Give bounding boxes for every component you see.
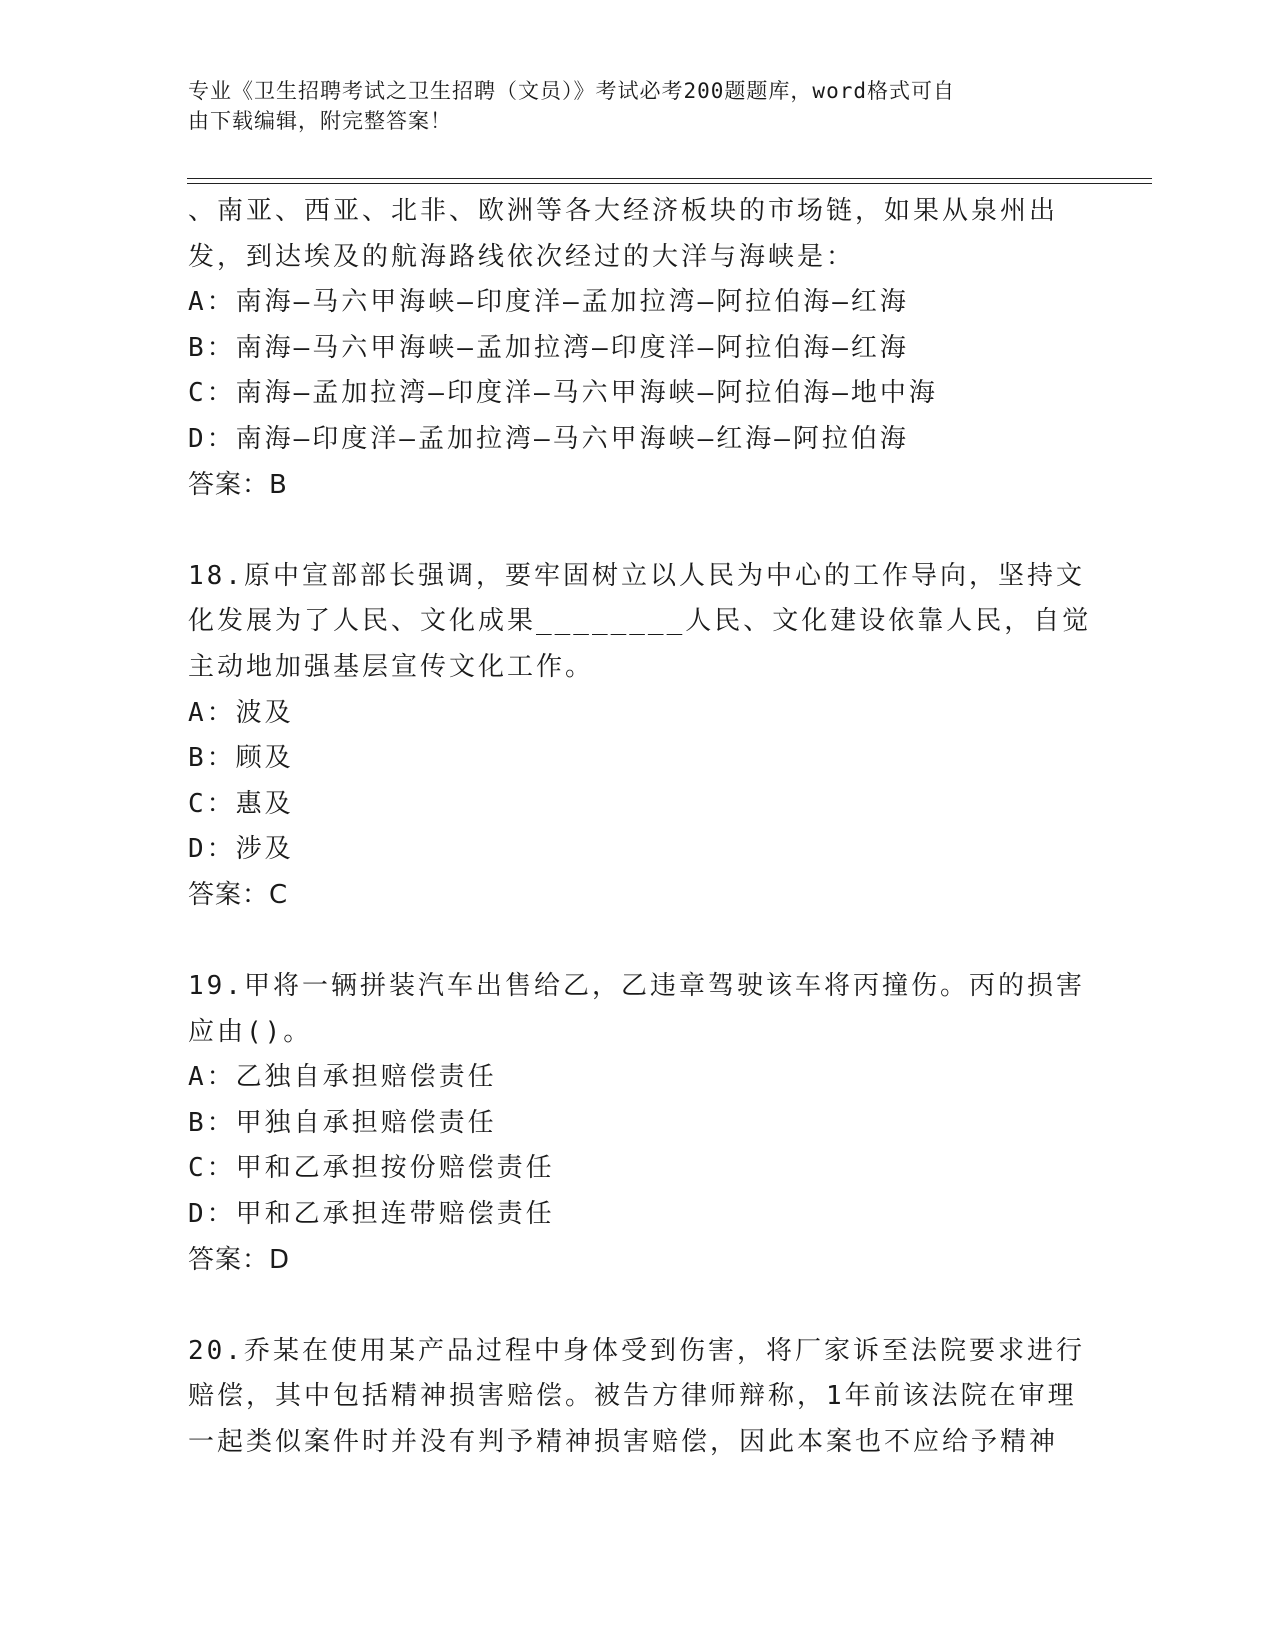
option-c: C：南海—孟加拉湾—印度洋—马六甲海峡—阿拉伯海—地中海: [188, 378, 938, 409]
option-a: A：南海—马六甲海峡—印度洋—孟加拉湾—阿拉伯海—红海: [188, 287, 909, 318]
spacer: [188, 1283, 1088, 1329]
question-stem-line: 18.原中宣部部长强调，要牢固树立以人民为中心的工作导向，坚持文: [188, 560, 1085, 591]
question-stem-line: 发，到达埃及的航海路线依次经过的大洋与海峡是：: [188, 241, 856, 272]
question-stem-line: 20.乔某在使用某产品过程中身体受到伤害，将厂家诉至法院要求进行: [188, 1335, 1085, 1366]
header-rule-top: [187, 178, 1152, 179]
question-stem-line: 主动地加强基层宣传文化工作。: [188, 651, 595, 682]
header-line-1: 专业《卫生招聘考试之卫生招聘（文员）》考试必考200题题库，word格式可自: [188, 79, 955, 103]
header-rule-bottom: [187, 183, 1152, 184]
option-d: D：甲和乙承担连带赔偿责任: [188, 1199, 555, 1230]
answer: 答案：C: [188, 879, 289, 910]
option-a: A：波及: [188, 697, 294, 728]
option-b: B：甲独自承担赔偿责任: [188, 1107, 497, 1138]
question-stem-line: 一起类似案件时并没有判予精神损害赔偿，因此本案也不应给予精神: [188, 1427, 1059, 1458]
option-c: C：惠及: [188, 788, 294, 819]
question-20: [188, 1329, 1088, 1466]
question-18: [188, 554, 1092, 919]
document-header: [188, 76, 1068, 136]
option-b: B：南海—马六甲海峡—孟加拉湾—印度洋—阿拉伯海—红海: [188, 332, 909, 363]
option-a: A：乙独自承担赔偿责任: [188, 1062, 497, 1093]
question-stem-line: 赔偿，其中包括精神损害赔偿。被告方律师辩称，1年前该法院在审理: [188, 1381, 1077, 1412]
question-stem-line: 应由()。: [188, 1016, 313, 1047]
spacer: [188, 508, 1088, 554]
header-line-2: 由下载编辑，附完整答案！: [188, 109, 452, 133]
option-c: C：甲和乙承担按份赔偿责任: [188, 1153, 555, 1184]
question-stem-line: 、南亚、西亚、北非、欧洲等各大经济板块的市场链，如果从泉州出: [188, 196, 1059, 226]
answer: 答案：B: [188, 469, 288, 500]
question-list: [188, 189, 1092, 1466]
option-d: D：南海—印度洋—孟加拉湾—马六甲海峡—红海—阿拉伯海: [188, 423, 909, 454]
answer: 答案：D: [188, 1244, 291, 1275]
question-stem-line: 19.甲将一辆拼装汽车出售给乙，乙违章驾驶该车将丙撞伤。丙的损害: [188, 971, 1085, 1002]
option-d: D：涉及: [188, 834, 294, 865]
spacer: [188, 919, 1088, 965]
question-17: [188, 189, 1088, 508]
question-19: [188, 964, 1088, 1283]
option-b: B：顾及: [188, 743, 294, 774]
question-stem-line: 化发展为了人民、文化成果________人民、文化建设依靠人民，自觉: [188, 606, 1092, 637]
